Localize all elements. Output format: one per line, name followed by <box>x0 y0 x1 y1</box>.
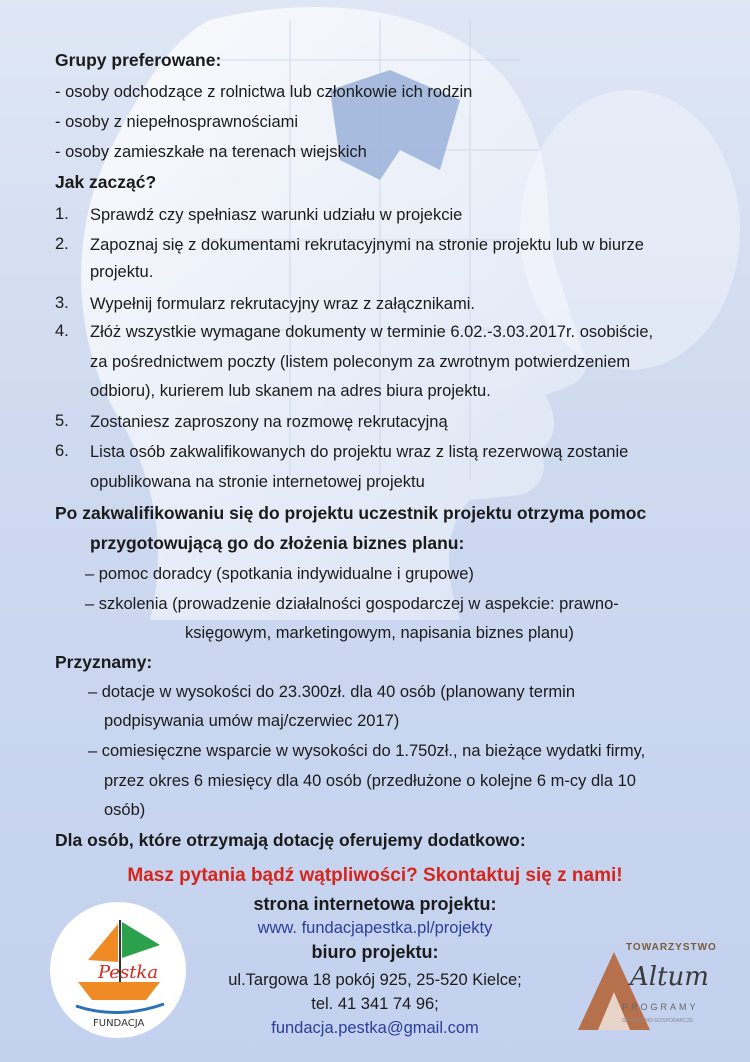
step-text: projektu. <box>90 263 154 281</box>
step-text: Wypełnij formularz rekrutacyjny wraz z załącznikami. <box>90 295 475 313</box>
preferred-groups-title: Grupy preferowane: <box>55 50 222 70</box>
altum-wordmark: Altum <box>630 962 709 992</box>
step-text: opublikowana na stronie internetowej projektu <box>90 473 425 491</box>
office-phone: tel. 41 341 74 96; <box>311 995 439 1013</box>
office-address: ul.Targowa 18 pokój 925, 25-520 Kielce; <box>228 971 522 989</box>
pestka-wordmark: Pestka <box>98 962 159 983</box>
step-text: za pośrednictwem poczty (listem poleconym za zwrotnym potwierdzeniem <box>90 353 631 371</box>
step-number: 3. <box>55 294 69 312</box>
qualified-item: – szkolenia (prowadzenie działalności gospodarczej w aspekcie: prawno- <box>85 595 619 613</box>
qualified-title: Po zakwalifikowaniu się do projektu uczestnik projektu otrzyma pomoc <box>55 503 647 523</box>
step-number: 5. <box>55 412 69 430</box>
step-number: 4. <box>55 322 69 340</box>
altum-logo <box>560 930 730 1040</box>
office-label: biuro projektu: <box>311 942 439 962</box>
qualified-item: – pomoc doradcy (spotkania indywidualne i grupowe) <box>85 565 474 583</box>
step-text: Sprawdź czy spełniasz warunki udziału w projekcie <box>90 206 463 224</box>
pestka-logo-art <box>48 900 188 1040</box>
grant-item: – dotacje w wysokości do 23.300zł. dla 40 osób (planowany termin <box>88 683 576 701</box>
website-link[interactable]: www. fundacjapestka.pl/projekty <box>257 919 493 937</box>
pestka-caption: FUNDACJA <box>93 1018 145 1029</box>
grant-item-cont: podpisywania umów maj/czerwiec 2017) <box>104 712 400 730</box>
step-number: 1. <box>55 205 69 223</box>
website-label: strona internetowa projektu: <box>253 894 497 914</box>
step-text: Zapoznaj się z dokumentami rekrutacyjnymi na stronie projektu lub w biurze <box>90 236 644 254</box>
altum-programs: PROGRAMY <box>622 1002 699 1012</box>
preferred-item: - osoby odchodzące z rolnictwa lub członkowie ich rodzin <box>55 83 473 101</box>
contact-question: Masz pytania bądź wątpliwości? Skontaktuj się z nami! <box>127 865 623 886</box>
altum-top-text: TOWARZYSTWO <box>626 942 717 953</box>
qualified-title-cont: przygotowującą go do złożenia biznes planu: <box>90 533 465 553</box>
altum-logo-art <box>560 930 730 1040</box>
grant-item: – comiesięczne wsparcie w wysokości do 1.750zł., na bieżące wydatki firmy, <box>88 742 646 760</box>
preferred-item: - osoby zamieszkałe na terenach wiejskich <box>55 143 367 161</box>
step-text: Zostaniesz zaproszony na rozmowę rekrutacyjną <box>90 413 448 431</box>
step-text: Lista osób zakwalifikowanych do projektu wraz z listą rezerwową zostanie <box>90 443 629 461</box>
step-text: Złóż wszystkie wymagane dokumenty w terminie 6.02.-3.03.2017r. osobiście, <box>90 323 654 341</box>
preferred-item: - osoby z niepełnosprawnościami <box>55 113 299 131</box>
grant-item-cont: przez okres 6 miesięcy dla 40 osób (przedłużone o kolejne 6 m-cy dla 10 <box>104 772 636 790</box>
grant-title: Przyznamy: <box>55 652 153 672</box>
grant-item-cont: osób) <box>104 801 146 819</box>
step-text: odbioru), kurierem lub skanem na adres biura projektu. <box>90 382 491 400</box>
pestka-foundation-logo <box>48 900 188 1040</box>
email-link[interactable]: fundacja.pestka@gmail.com <box>271 1019 479 1037</box>
qualified-item-cont: księgowym, marketingowym, napisania biznes planu) <box>185 624 574 642</box>
how-to-start-title: Jak zacząć? <box>55 172 157 192</box>
extra-offer-title: Dla osób, które otrzymają dotację oferujemy dodatkowo: <box>55 830 526 850</box>
step-number: 6. <box>55 442 69 460</box>
step-number: 2. <box>55 235 69 253</box>
altum-sub: SPOŁECZNO-GOSPODARCZE <box>622 1018 694 1024</box>
